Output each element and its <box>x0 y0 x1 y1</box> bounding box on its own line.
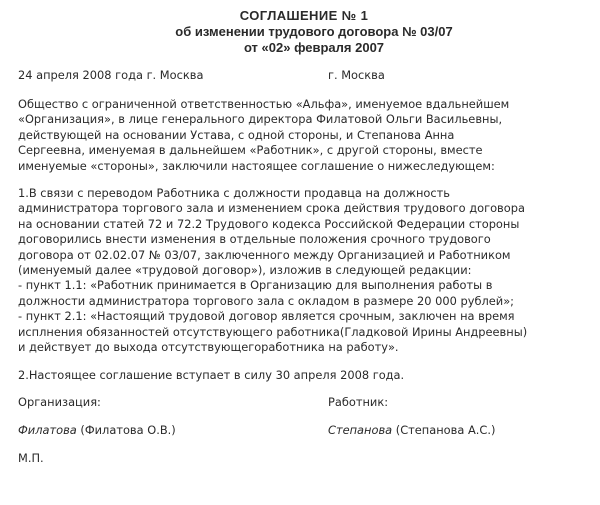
clause-1-line: должности администратора торгового зала с окладом в размере 20 000 рублей»; <box>18 293 515 308</box>
worker-signer-name: (Степанова А.С.) <box>392 422 496 437</box>
intro-line: действующей на основании Устава, с одной стороны, и Степанова Анна <box>18 127 455 142</box>
place: г. Москва <box>328 68 385 82</box>
clause-1-line: - пункт 1.1: «Работник принимается в Организацию для выполнения работы в <box>18 278 493 293</box>
organization-signature-italic: Филатова <box>18 422 77 437</box>
clause-1 <box>18 186 590 355</box>
clause-2: 2.Настоящее соглашение вступает в силу 30 апреля 2008 года. <box>18 367 405 382</box>
signatures <box>18 423 590 439</box>
title-line-1: СОГЛАШЕНИЕ № 1 <box>239 8 369 23</box>
clause-1-line: - пункт 2.1: «Настоящий трудовой договор является срочным, заключен на время <box>18 309 515 324</box>
date-and-city: 24 апреля 2008 года г. Москва <box>18 68 204 82</box>
stamp-place: М.П. <box>18 450 44 465</box>
intro-paragraph <box>18 97 590 174</box>
worker-signature-italic: Степанова <box>328 422 393 437</box>
document-title <box>18 8 590 56</box>
organization-label: Организация: <box>18 394 101 409</box>
title-line-2: об изменении трудового договора № 03/07 <box>175 24 453 39</box>
worker-signature <box>328 423 495 438</box>
intro-line: Общество с ограниченной ответственностью «Альфа», именуемое вдальнейшем <box>18 97 510 111</box>
clause-1-line: договора от 02.02.07 № 03/07, заключенного между Организацией и Работником <box>18 247 511 262</box>
clause-1-line: исплнения обязанностей отсутствующего работника(Гладковой Ирины Андреевны) <box>18 324 528 339</box>
clause-1-line: администратора торгового зала и изменением срока действия трудового договора <box>18 201 525 216</box>
intro-line: «Организация», в лице генерального директора Филатовой Ольги Васильевны, <box>18 112 503 127</box>
intro-line: Сергеевна, именуемая в дальнейшем «Работник», с другой стороны, вместе <box>18 143 483 158</box>
dateline <box>18 68 590 84</box>
clause-1-line: и действует до выхода отсутствующегоработника на работу». <box>18 340 399 355</box>
organization-signature <box>18 423 176 438</box>
clause-1-line: на основании статей 72 и 72.2 Трудового кодекса Российской Федерации стороны <box>18 216 520 231</box>
clause-1-line: (именуемый далее «трудовой договор»), изложив в следующей редакции: <box>18 263 472 278</box>
signature-labels <box>18 395 590 411</box>
organization-signer-name: (Филатова О.В.) <box>76 422 176 437</box>
clause-1-line: договорились внести изменения в отдельные положения срочного трудового <box>18 232 491 247</box>
worker-label: Работник: <box>328 394 389 409</box>
intro-line: именуемые «стороны», заключили настоящее соглашение о нижеследующем: <box>18 158 495 173</box>
title-line-3: от «02» февраля 2007 <box>243 40 385 55</box>
clause-1-line: 1.В связи с переводом Работника с должности продавца на должность <box>18 186 450 201</box>
